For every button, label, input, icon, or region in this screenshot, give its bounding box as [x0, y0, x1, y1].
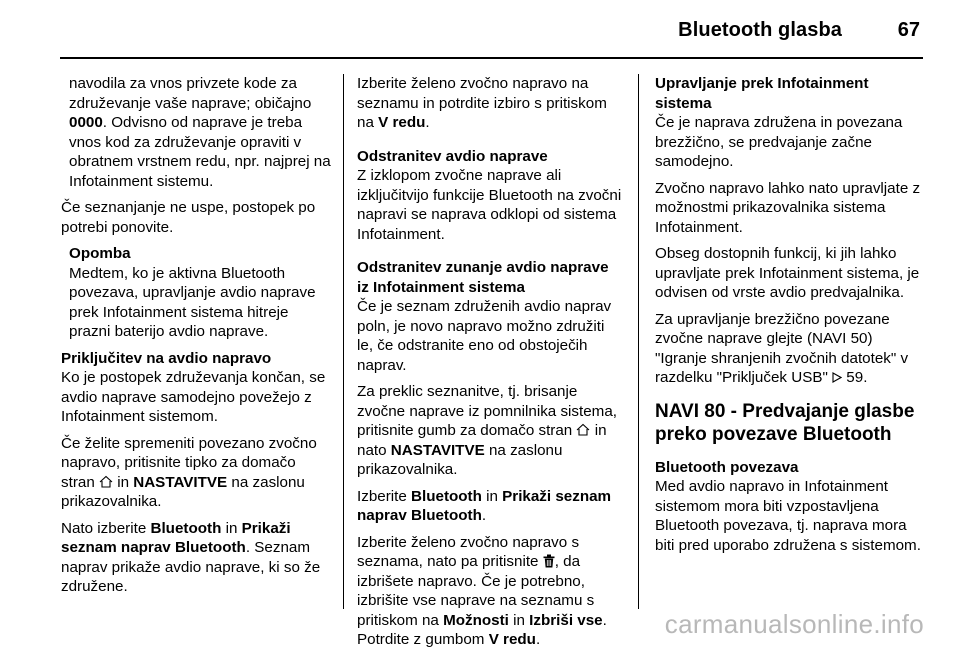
paragraph-auto-play: Če je naprava združena in povezana brezžično, se predvajanje začne samodejno.	[655, 114, 903, 170]
subheading-connect: Priključitev na avdio napravo	[61, 349, 272, 367]
text: in	[112, 473, 134, 491]
paragraph-function-range: Obseg dostopnih funkcij, ki jih lahko upravljate prek Infotainment sistema, je odvisen od vrste avdio predvajalnika.	[655, 245, 920, 301]
subheading-remove-device: Odstranitev zunanje avdio naprave iz Infotainment sistema	[357, 259, 609, 296]
text: . Potrdite z gumbom	[357, 611, 607, 648]
column-1	[61, 74, 333, 604]
note-box	[61, 244, 333, 342]
section-heading-navi80: NAVI 80 - Predvajanje glasbe preko povezave Bluetooth	[655, 400, 915, 445]
bluetooth-label: Bluetooth	[411, 487, 482, 505]
paragraph-select-bluetooth	[61, 519, 333, 597]
paragraph-navi50-ref	[655, 310, 925, 388]
text: Izberite želeno zvočno napravo s seznama, nato pa pritisnite	[357, 533, 580, 570]
home-icon	[576, 423, 590, 436]
paragraph-change-device	[61, 434, 333, 512]
column-3	[655, 74, 925, 562]
text: .	[535, 631, 541, 648]
settings-label: NASTAVITVE	[390, 441, 485, 459]
paragraph-list-full: Če je seznam združenih avdio naprav poln, je novo napravo možno združiti le, če odstranite eno od obstoječih naprav.	[357, 298, 612, 374]
paragraph-connection-required: Med avdio napravo in Infotainment sistemom mora biti vzpostavljena Bluetooth povezava, tj. naprava mora biti pred uporabo združena s sistemom.	[655, 478, 921, 554]
paragraph-display-control: Zvočno napravo lahko nato upravljate z možnostmi prikazovalnika sistema Infotainment.	[655, 179, 921, 236]
paragraph-delete-device	[357, 533, 624, 650]
column-2	[357, 74, 624, 657]
paragraph-disconnect: Z izklopom zvočne naprave ali izključitvijo funkcije Bluetooth na zvočni napravi se naprava odklopi od sistema Infotainment.	[357, 167, 622, 243]
header-rule	[60, 57, 923, 59]
text: , da izbrišete napravo. Če je potrebno, izbrišite vse naprave na seznamu s pritiskom na	[357, 553, 595, 629]
text: in	[221, 519, 242, 537]
text: . Odvisno od naprave je treba vnos kod za združevanje opraviti v obratnem vrstnem redu, npr. najprej na Infotainment sistemu.	[69, 114, 331, 190]
note-title: Opomba	[69, 245, 131, 262]
page-title: Bluetooth glasba	[678, 19, 842, 41]
page-header	[0, 0, 960, 62]
device-list-label: Prikaži seznam naprav Bluetooth	[61, 519, 291, 556]
paragraph-auto-connect: Ko je postopek združevanja končan, se avdio naprave samodejno povežejo z Infotainment sistemom.	[61, 369, 326, 425]
subheading-disconnect: Odstranitev avdio naprave	[357, 147, 548, 165]
reference-page-number: 59	[846, 369, 864, 386]
paragraph-unpair	[357, 382, 624, 480]
pairing-code: 0000	[69, 114, 103, 131]
page-reference-icon	[832, 372, 842, 383]
text: in	[508, 611, 530, 629]
text: .	[425, 114, 430, 131]
text: Za upravljanje brezžično povezane zvočne naprave glejte (NAVI 50) "Igranje shranjenih zvočnih datotek" v razdelku "Priključek USB"	[655, 310, 909, 386]
column-divider-1	[343, 74, 344, 609]
text: na zaslonu prikazovalnika.	[357, 441, 563, 478]
device-list-label: Prikaži seznam naprav Bluetooth	[357, 487, 612, 524]
text: .	[863, 369, 868, 386]
column-divider-2	[638, 74, 639, 609]
options-label: Možnosti	[443, 611, 509, 629]
paragraph-confirm-select	[357, 74, 624, 133]
delete-all-label: Izbriši vse	[529, 611, 603, 629]
text: .	[481, 507, 487, 524]
text: na zaslonu prikazovalnika.	[61, 473, 305, 510]
text: Nato izberite	[61, 519, 151, 537]
text: Izberite	[357, 487, 412, 505]
paragraph-pairing-code	[61, 74, 333, 191]
bluetooth-label: Bluetooth	[150, 519, 222, 537]
home-icon	[99, 475, 113, 488]
text: Za preklic seznanitve, tj. brisanje zvočne naprave iz pomnilnika sistema, pritisnite gumb za domačo stran	[357, 383, 617, 439]
text: Izberite želeno zvočno napravo na seznamu in potrdite izbiro s pritiskom na	[357, 75, 607, 131]
settings-label: NASTAVITVE	[133, 473, 228, 491]
page-number: 67	[897, 19, 920, 41]
text: in	[481, 487, 503, 505]
watermark: carmanualsonline.info	[664, 609, 924, 639]
paragraph-retry: Če seznanjanje ne uspe, postopek po potrebi ponovite.	[61, 199, 316, 236]
ok-label: V redu	[378, 114, 426, 131]
note-text: Medtem, ko je aktivna Bluetooth povezava, upravljanje avdio naprave prek Infotainment sistema hitreje prazni baterijo avdio naprave.	[69, 264, 316, 340]
text: Če želite spremeniti povezano zvočno napravo, pritisnite tipko za domačo stran	[61, 434, 317, 491]
ok-label: V redu	[488, 631, 536, 648]
paragraph-select-bluetooth	[357, 487, 624, 526]
subheading-bluetooth-connection: Bluetooth povezava	[655, 458, 799, 476]
text: navodila za vnos privzete kode za združevanje vaše naprave; običajno	[69, 75, 312, 112]
trash-icon	[543, 554, 555, 568]
subheading-infotainment-control: Upravljanje prek Infotainment sistema	[655, 75, 869, 112]
text: . Seznam naprav prikaže avdio naprave, ki so že združene.	[61, 539, 321, 595]
text: in nato	[357, 422, 607, 459]
